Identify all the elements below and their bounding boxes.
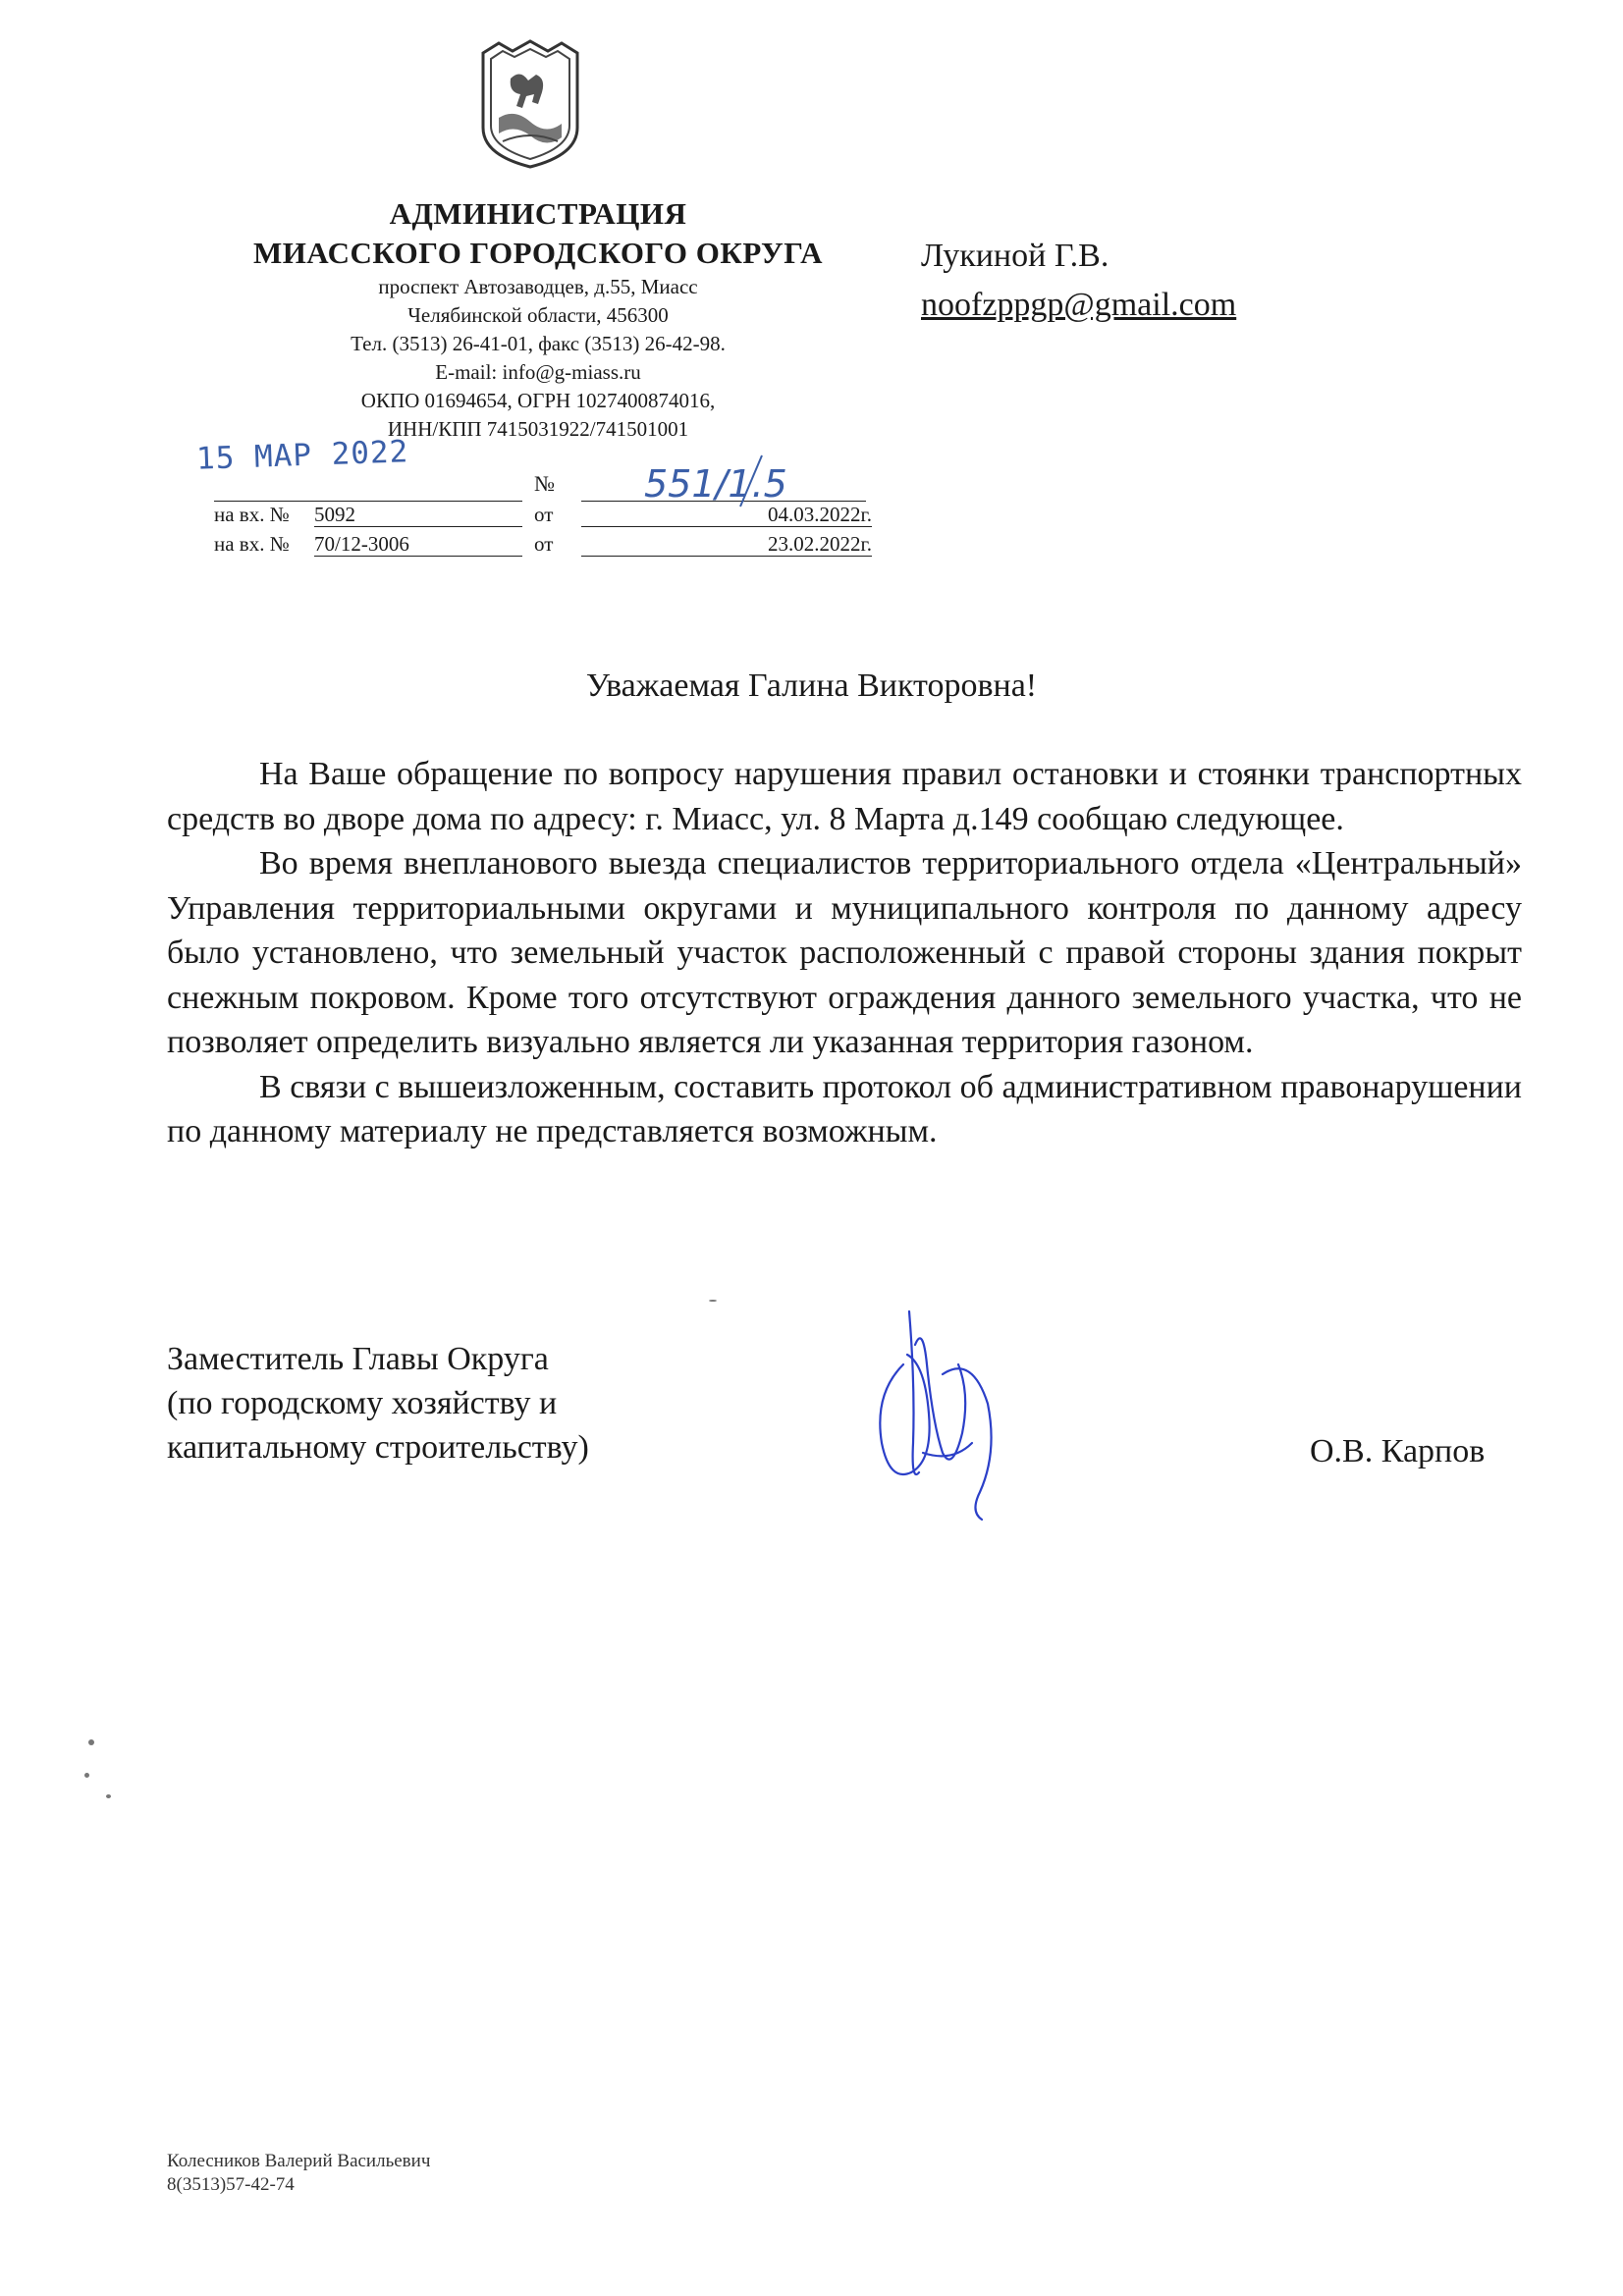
incoming-reference-from-label: от (534, 532, 554, 556)
handwritten-outgoing-number-text: 551/1.5 (644, 462, 787, 506)
incoming-reference-date: 04.03.2022г. (768, 503, 872, 526)
executor-name: Колесников Валерий Васильевич (167, 2151, 431, 2171)
incoming-reference-number-underline (314, 556, 522, 557)
coat-of-arms-emblem (469, 39, 591, 171)
incoming-reference-number-underline (314, 526, 522, 527)
incoming-reference-date-underline (581, 556, 872, 557)
outgoing-date-underline (214, 501, 522, 502)
scan-speck (88, 1739, 94, 1745)
body-paragraph: В связи с вышеизложенным, составить протокол об административном правонарушении по данному материалу не представляется возможным. (167, 1068, 1522, 1149)
executor-phone: 8(3513)57-42-74 (167, 2174, 295, 2195)
organization-email: E-mail: info@g-miass.ru (435, 360, 641, 384)
incoming-reference-date-underline (581, 526, 872, 527)
body-paragraph: Во время внепланового выезда специалистов территориального отдела «Центральный» Управления территориальными округами и муниципального контроля по данному адресу было установлено, что земельный участок расположенный с правой стороны здания покрыт снежным покровом. Кроме того отсутствуют ограждения данного земельного участка, что не позволяет определить визуально является ли указанная территория газоном. (167, 845, 1522, 1060)
outgoing-number-row (214, 462, 862, 506)
incoming-reference-number: 5092 (314, 503, 355, 526)
organization-phone: Тел. (3513) 26-41-01, факс (3513) 26-42-98. (351, 332, 726, 355)
incoming-reference-date: 23.02.2022г. (768, 532, 872, 556)
letter-body (167, 752, 1522, 1154)
handwritten-signature (864, 1306, 1011, 1522)
signer-title-line3: капитальному строительству) (167, 1429, 589, 1466)
incoming-reference-row-1 (214, 503, 872, 528)
letterhead (194, 194, 882, 444)
body-paragraph: На Ваше обращение по вопросу нарушения правил остановки и стоянки транспортных средств во дворе дома по адресу: г. Миасс, ул. 8 Марта д.149 сообщаю следующее. (167, 756, 1522, 837)
handwritten-outgoing-number (624, 450, 860, 508)
scan-speck (106, 1794, 111, 1798)
organization-name-line2: МИАССКОГО ГОРОДСКОГО ОКРУГА (252, 236, 824, 270)
date-stamp: 15 MAP 2022 (195, 434, 409, 477)
addressee-name: Лукиной Г.В. (921, 238, 1109, 274)
signer-title-line2: (по городскому хозяйству и (167, 1385, 558, 1421)
incoming-reference-number: 70/12-3006 (314, 532, 409, 556)
signer-title (167, 1337, 589, 1469)
incoming-reference-label: на вх. № (214, 532, 290, 556)
outgoing-number-label: № (534, 471, 555, 496)
incoming-reference-from-label: от (534, 503, 554, 526)
addressee (921, 232, 1236, 330)
organization-name-line1: АДМИНИСТРАЦИЯ (389, 196, 687, 231)
addressee-email: noofzppgp@gmail.com (921, 287, 1237, 323)
signer-title-line1: Заместитель Главы Округа (167, 1341, 549, 1377)
scan-speck (709, 1300, 717, 1302)
organization-address-line2: Челябинской области, 456300 (407, 303, 669, 327)
executor-info (167, 2150, 430, 2197)
organization-codes1: ОКПО 01694654, ОГРН 1027400874016, (360, 389, 716, 412)
scan-speck (84, 1773, 89, 1778)
incoming-reference-row-2 (214, 532, 872, 558)
signer-name: О.В. Карпов (1310, 1433, 1486, 1469)
organization-address-line1: проспект Автозаводцев, д.55, Миасс (378, 275, 698, 298)
salutation: Уважаемая Галина Викторовна! (585, 667, 1038, 704)
incoming-reference-label: на вх. № (214, 503, 290, 526)
organization-codes2: ИНН/КПП 7415031922/741501001 (387, 417, 689, 441)
